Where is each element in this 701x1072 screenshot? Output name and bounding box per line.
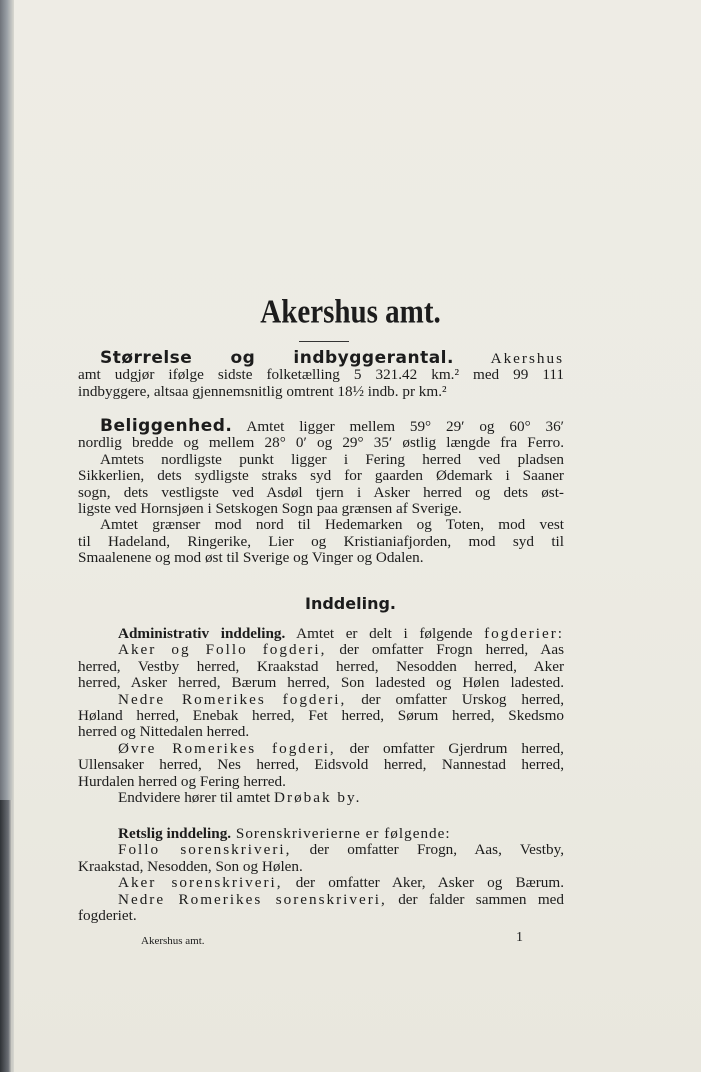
text-fragment: Øvre Romerikes fogderi, <box>118 739 336 757</box>
text-fragment: Aker sorenskriveri, <box>118 874 283 892</box>
section-heading-inddeling: Inddeling. <box>305 594 396 613</box>
text-line: herred og Nittedalen herred. <box>78 723 250 741</box>
text-fragment: Sorenskriverierne er følgende: <box>231 825 451 842</box>
text-line: Ullensaker herred, Nes herred, Eidsvold herred, Nannestad herred, <box>78 756 564 774</box>
text-line: Smaalenene og mod øst til Sverige og Vinger og Odalen. <box>78 549 424 567</box>
section-administrativ <box>78 626 564 806</box>
heading-administrativ: Administrativ inddeling. <box>118 625 286 642</box>
text-fragment: Nedre Romerikes sorenskriveri, <box>118 890 387 908</box>
text-line: nordlig bredde og mellem 28° 0′ og 29° 35′ østlig længde fra Ferro. <box>78 434 564 452</box>
text-line: Amtet grænser mod nord til Hedemarken og Toten, mod vest <box>100 516 564 534</box>
text-line: sogn, dets vestligste ved Asdøl tjern i Asker herred og dets øst- <box>78 483 564 501</box>
text-line: herred, Asker herred, Bærum herred, Son ladested og Hølen ladested. <box>78 674 564 692</box>
text-fragment: fogderier: <box>484 625 564 642</box>
text-line: Hurdalen herred og Fering herred. <box>78 772 286 790</box>
text-fragment: der omfatter Gjerdrum herred, <box>335 739 564 757</box>
running-footer-title: Akershus amt. <box>141 935 205 947</box>
heading-beliggenhed: Beliggenhed. <box>100 416 233 436</box>
text-line: herred, Vestby herred, Kraakstad herred, Nesodden herred, Aker <box>78 657 564 675</box>
heading-retslig: Retslig inddeling. <box>118 825 232 842</box>
text-line: Sikkerlien, dets sydligste straks syd for gaarden Ødemark i Saaner <box>78 467 564 485</box>
page-title: Akershus amt. <box>260 293 441 331</box>
section-stoerrelse <box>78 350 564 400</box>
page-number: 1 <box>516 930 523 945</box>
text-fragment: Amtet er delt i følgende <box>285 625 485 642</box>
text-fragment: Drøbak by. <box>274 789 362 807</box>
text-fragment: der omfatter Urskog herred, <box>346 690 564 708</box>
text-fragment: der omfatter Frogn, Aas, Vestby, <box>291 841 564 859</box>
text-fragment: der omfatter Aker, Asker og Bærum. <box>282 874 565 892</box>
text-line: indbyggere, altsaa gjennemsnitlig omtrent 18½ indb. pr km.² <box>78 382 447 400</box>
scan-binding-edge-dark <box>0 800 12 1072</box>
text-line: til Hadeland, Ringerike, Lier og Kristianiafjorden, mod syd til <box>78 532 564 550</box>
text-fragment: Aker og Follo fogderi, <box>118 641 327 659</box>
section-beliggenhed <box>78 418 564 567</box>
text-fragment: Endvidere hører til amtet <box>118 789 275 807</box>
text-line: ligste ved Hornsjøen i Setskogen Sogn paa grænsen af Sverige. <box>78 500 462 518</box>
section-retslig <box>78 826 564 924</box>
text-line: fogderiet. <box>78 907 137 925</box>
text-fragment: Nedre Romerikes fogderi, <box>118 690 347 708</box>
text-fragment: der falder sammen med <box>386 890 564 908</box>
title-rule <box>299 341 349 342</box>
text-fragment: Follo sorenskriveri, <box>118 841 292 859</box>
text-line: Amtet ligger mellem 59° 29′ og 60° 36′ <box>232 418 564 435</box>
text-line: Høland herred, Enebak herred, Fet herred, Sørum herred, Skedsmo <box>78 707 564 725</box>
text-line: Amtets nordligste punkt ligger i Fering herred ved pladsen <box>100 450 564 468</box>
text-line: Akershus <box>453 350 564 367</box>
heading-stoerrelse: Størrelse og indbyggerantal. <box>100 348 454 368</box>
text-fragment: der omfatter Frogn herred, Aas <box>326 641 565 659</box>
text-line: amt udgjør ifølge sidste folketælling 5 321.42 km.² med 99 111 <box>78 366 564 384</box>
text-line: Kraakstad, Nesodden, Son og Hølen. <box>78 857 303 875</box>
